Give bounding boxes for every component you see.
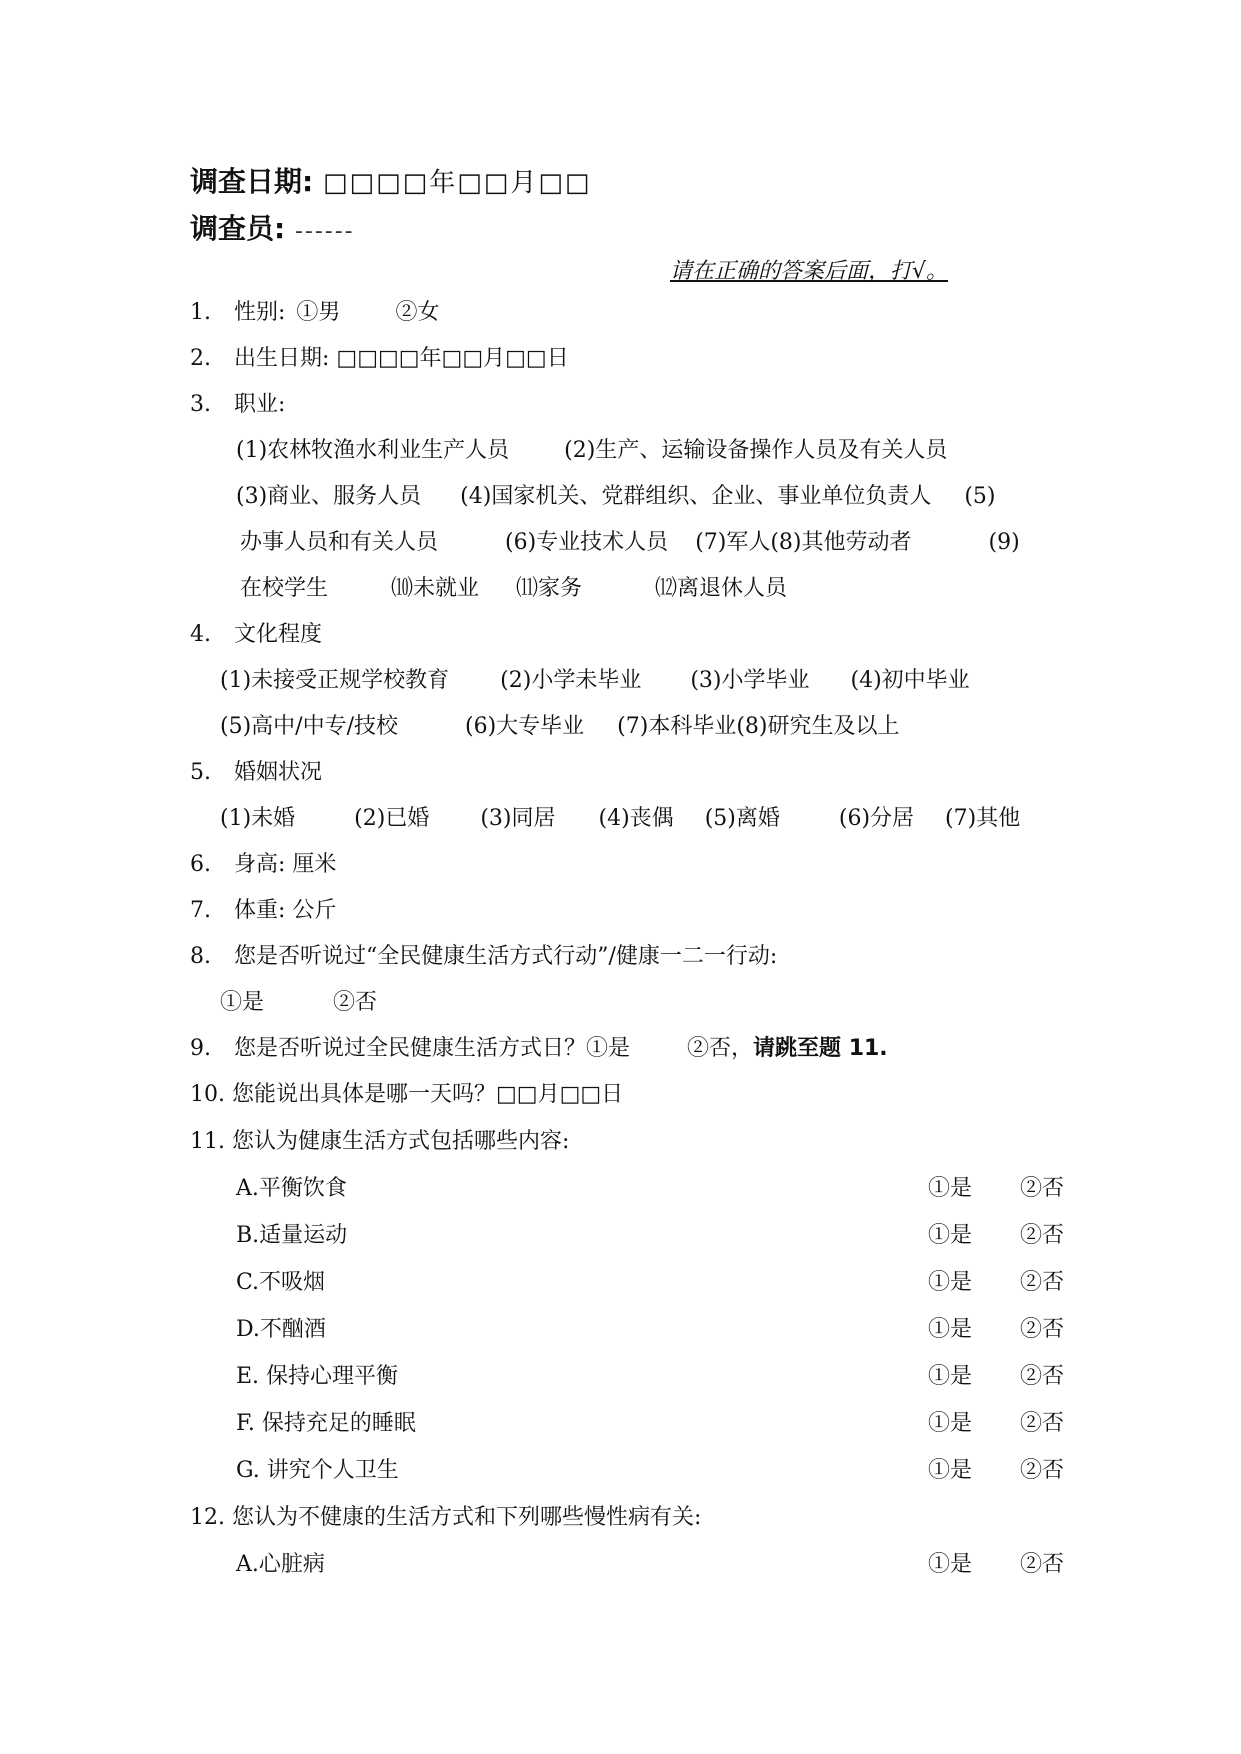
- q10-text[interactable]: 您能说出具体是哪一天吗？□□月□□日: [232, 1082, 624, 1107]
- q3-option-5-text[interactable]: 办事人员和有关人员: [240, 530, 439, 555]
- question-5: [190, 758, 322, 788]
- q8-option-no[interactable]: ②否: [333, 990, 378, 1015]
- q11-item-a-label: A.平衡饮食: [236, 1176, 347, 1201]
- q4-option-7-8[interactable]: (7)本科毕业(8)研究生及以上: [617, 714, 900, 739]
- question-9: [190, 1034, 888, 1064]
- q5-options-row: [220, 804, 1020, 834]
- q11-item-a-yes[interactable]: ①是: [928, 1176, 973, 1201]
- q5-number: 5.: [190, 760, 211, 785]
- q11-item-d-yes[interactable]: ①是: [928, 1317, 973, 1342]
- question-3: [190, 390, 285, 420]
- q11-item-c-no[interactable]: ②否: [1020, 1270, 1065, 1295]
- q4-option-6[interactable]: (6)大专毕业: [465, 714, 585, 739]
- q4-number: 4.: [190, 622, 211, 647]
- q3-options-row-2: [236, 482, 996, 512]
- q3-option-10[interactable]: ⑽未就业: [391, 576, 480, 601]
- q9-skip-instruction: 请跳至题 11.: [753, 1036, 888, 1061]
- q8-text: 您是否听说过“全民健康生活方式行动”/健康一二一行动:: [234, 944, 778, 969]
- q4-option-2[interactable]: (2)小学未毕业: [500, 668, 642, 693]
- q3-option-3[interactable]: (3)商业、服务人员: [236, 484, 422, 509]
- q2-number: 2.: [190, 346, 211, 371]
- question-2: [190, 344, 569, 374]
- q11-item-c-label: C.不吸烟: [236, 1270, 326, 1295]
- q3-option-12[interactable]: ⑿离退休人员: [655, 576, 788, 601]
- q3-option-6[interactable]: (6)专业技术人员: [505, 530, 669, 555]
- q12-text: 您认为不健康的生活方式和下列哪些慢性病有关:: [232, 1505, 702, 1530]
- q6-text[interactable]: 身高: 厘米: [234, 852, 337, 877]
- q7-text[interactable]: 体重: 公斤: [234, 898, 337, 923]
- q5-option-3[interactable]: (3)同居: [480, 806, 556, 831]
- q5-option-7[interactable]: (7)其他: [945, 806, 1021, 831]
- q3-option-5-number[interactable]: (5): [964, 484, 996, 509]
- surveyor-field[interactable]: ------: [294, 219, 355, 244]
- q3-text: 职业:: [234, 392, 286, 417]
- question-6: [190, 850, 336, 880]
- q8-number: 8.: [190, 944, 211, 969]
- q1-number: 1.: [190, 300, 211, 325]
- q3-option-7-8[interactable]: (7)军人(8)其他劳动者: [695, 530, 912, 555]
- q4-options-row-1: [220, 666, 970, 696]
- q5-option-4[interactable]: (4)丧偶: [598, 806, 674, 831]
- q11-item-g-yes[interactable]: ①是: [928, 1458, 973, 1483]
- q4-option-3[interactable]: (3)小学毕业: [690, 668, 810, 693]
- survey-date-label: 调查日期:: [190, 165, 314, 198]
- q12-item-a-yes[interactable]: ①是: [928, 1552, 973, 1577]
- q3-options-row-4: [240, 574, 787, 604]
- q11-number: 11.: [190, 1129, 225, 1154]
- question-12: [190, 1503, 701, 1533]
- q11-item-f-yes[interactable]: ①是: [928, 1411, 973, 1436]
- q4-option-1[interactable]: (1)未接受正规学校教育: [220, 668, 450, 693]
- survey-date-row: [190, 160, 591, 200]
- q8-options-row: [220, 988, 377, 1018]
- q9-text[interactable]: 您是否听说过全民健康生活方式日？①是: [234, 1036, 631, 1061]
- q1-option-male[interactable]: ①男: [296, 300, 341, 325]
- q11-item-d-label: D.不酗酒: [236, 1317, 326, 1342]
- q4-option-4[interactable]: (4)初中毕业: [850, 668, 970, 693]
- q5-text: 婚姻状况: [234, 760, 323, 785]
- surveyor-label: 调查员:: [190, 212, 286, 245]
- q3-option-11[interactable]: ⑾家务: [516, 576, 583, 601]
- q6-number: 6.: [190, 852, 211, 877]
- q11-item-b-no[interactable]: ②否: [1020, 1223, 1065, 1248]
- question-10: [190, 1080, 623, 1110]
- question-4: [190, 620, 322, 650]
- q2-text[interactable]: 出生日期: □□□□年□□月□□日: [234, 346, 569, 371]
- q11-item-a-no[interactable]: ②否: [1020, 1176, 1065, 1201]
- q10-number: 10.: [190, 1082, 225, 1107]
- q11-item-g-no[interactable]: ②否: [1020, 1458, 1065, 1483]
- question-7: [190, 896, 336, 926]
- q5-option-2[interactable]: (2)已婚: [354, 806, 430, 831]
- q3-options-row-3: [240, 528, 1020, 558]
- q12-item-a-no[interactable]: ②否: [1020, 1552, 1065, 1577]
- q3-option-1[interactable]: (1)农林牧渔水利业生产人员: [236, 438, 510, 463]
- question-8: [190, 942, 777, 972]
- q11-item-b-yes[interactable]: ①是: [928, 1223, 973, 1248]
- q7-number: 7.: [190, 898, 211, 923]
- q3-option-2[interactable]: (2)生产、运输设备操作人员及有关人员: [564, 438, 948, 463]
- q11-item-b-label: B.适量运动: [236, 1223, 348, 1248]
- q11-item-e-yes[interactable]: ①是: [928, 1364, 973, 1389]
- q3-number: 3.: [190, 392, 211, 417]
- q4-options-row-2: [220, 712, 900, 742]
- question-1: [190, 298, 439, 328]
- question-11: [190, 1127, 569, 1157]
- q11-item-d-no[interactable]: ②否: [1020, 1317, 1065, 1342]
- q11-item-c-yes[interactable]: ①是: [928, 1270, 973, 1295]
- instruction-note: 请在正确的答案后面，打√。: [669, 259, 948, 284]
- q1-text: 性别:: [234, 300, 286, 325]
- q11-item-f-label: F. 保持充足的睡眠: [236, 1411, 416, 1436]
- q5-option-6[interactable]: (6)分居: [838, 806, 915, 831]
- q3-option-9-text[interactable]: 在校学生: [240, 576, 329, 601]
- q8-option-yes[interactable]: ①是: [220, 990, 265, 1015]
- q1-option-female[interactable]: ②女: [395, 300, 440, 325]
- q11-item-e-no[interactable]: ②否: [1020, 1364, 1065, 1389]
- q12-number: 12.: [190, 1505, 225, 1530]
- q5-option-5[interactable]: (5)离婚: [704, 806, 780, 831]
- q11-item-g-label: G. 讲究个人卫生: [236, 1458, 399, 1483]
- q9-number: 9.: [190, 1036, 211, 1061]
- q3-options-row-1: [236, 436, 947, 466]
- survey-date-field[interactable]: □□□□年□□月□□: [322, 168, 592, 198]
- q4-option-5[interactable]: (5)高中/中专/技校: [220, 714, 398, 739]
- q3-option-9-number[interactable]: (9): [988, 530, 1020, 555]
- q11-item-e-label: E. 保持心理平衡: [236, 1364, 399, 1389]
- q12-item-a-label: A.心脏病: [236, 1552, 325, 1577]
- q5-option-1[interactable]: (1)未婚: [220, 806, 296, 831]
- q9-option-no[interactable]: ②否，: [687, 1036, 754, 1061]
- q11-text: 您认为健康生活方式包括哪些内容:: [232, 1129, 570, 1154]
- q4-text: 文化程度: [234, 622, 323, 647]
- q11-item-f-no[interactable]: ②否: [1020, 1411, 1065, 1436]
- surveyor-row: [190, 207, 355, 247]
- q3-option-4[interactable]: (4)国家机关、党群组织、企业、事业单位负责人: [460, 484, 932, 509]
